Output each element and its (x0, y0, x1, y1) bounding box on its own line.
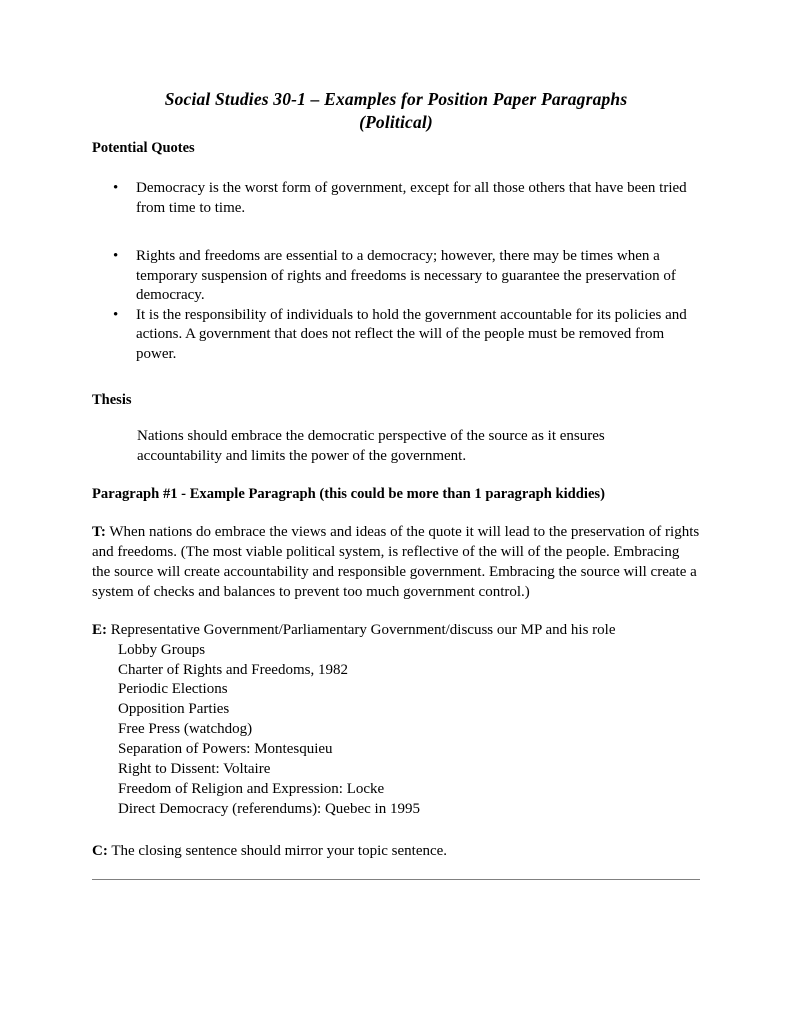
bullet-icon: • (113, 248, 119, 265)
list-item: Charter of Rights and Freedoms, 1982 (118, 661, 348, 678)
list-item-text: Rights and freedoms are essential to a democracy; however, there may be times when a temporary suspension of rights and freedoms is necessary to guarantee the preservation of democracy. (136, 248, 676, 304)
potential-quotes-list (92, 179, 700, 364)
closing-text: The closing sentence should mirror your topic sentence. (111, 842, 448, 859)
list-item-text: It is the responsibility of individuals to hold the government accountable for its policies and actions. A government that does not reflect the will of the people must be removed from power. (136, 306, 687, 362)
list-item: Periodic Elections (118, 681, 228, 698)
list-item: Opposition Parties (118, 701, 230, 718)
spacer (92, 218, 700, 247)
topic-label: T: (92, 524, 106, 541)
list-item (92, 179, 700, 218)
section-heading-paragraph-one: Paragraph #1 - Example Paragraph (this could be more than 1 paragraph kiddies) (92, 486, 605, 503)
list-item: Freedom of Religion and Expression: Locke (118, 780, 385, 797)
spacer (92, 603, 700, 621)
section-heading-thesis: Thesis (92, 392, 132, 409)
spacer (92, 503, 700, 523)
spacer (92, 467, 700, 485)
horizontal-divider (92, 879, 700, 880)
page-title-line-1: Social Studies 30-1 – Examples for Position Paper Paragraphs (164, 89, 628, 109)
list-item: Lobby Groups (118, 641, 206, 658)
list-item (92, 306, 700, 365)
spacer (92, 364, 700, 391)
list-item: Separation of Powers: Montesquieu (118, 741, 333, 758)
list-item-text: Democracy is the worst form of government, except for all those others that have been tried from time to time. (136, 180, 687, 216)
document-body (92, 88, 700, 880)
topic-text: When nations do embrace the views and ideas of the quote it will lead to the preservation of rights and freedoms. (The most viable political system, is reflective of the will of the people. Embracing the source will create accountability and responsible government. Embracing the source will create a system of checks and balances to prevent too much government control.) (92, 524, 700, 600)
bullet-icon: • (113, 180, 119, 197)
evidence-items-list (92, 641, 700, 820)
evidence-first-item-text: Representative Government/Parliamentary Government/discuss our MP and his role (110, 621, 616, 638)
spacer (92, 157, 700, 179)
list-item: Right to Dissent: Voltaire (118, 760, 271, 777)
topic-sentence-paragraph (92, 523, 700, 603)
thesis-body-text: Nations should embrace the democratic perspective of the source as it ensures accountability and limits the power of the government. (137, 428, 605, 465)
page-title-line-2: (Political) (359, 112, 433, 133)
evidence-label: E: (92, 621, 107, 638)
page-title (92, 88, 700, 134)
evidence-block (92, 621, 700, 820)
spacer (92, 409, 700, 427)
closing-sentence-paragraph (92, 842, 700, 862)
spacer (92, 820, 700, 842)
bullet-icon: • (113, 306, 119, 323)
section-heading-potential-quotes: Potential Quotes (92, 140, 195, 157)
list-item (92, 247, 700, 306)
spacer (92, 861, 700, 879)
list-item: Free Press (watchdog) (118, 721, 253, 738)
closing-label: C: (92, 842, 108, 859)
evidence-first-line (92, 621, 700, 641)
list-item: Direct Democracy (referendums): Quebec in 1995 (118, 800, 420, 817)
